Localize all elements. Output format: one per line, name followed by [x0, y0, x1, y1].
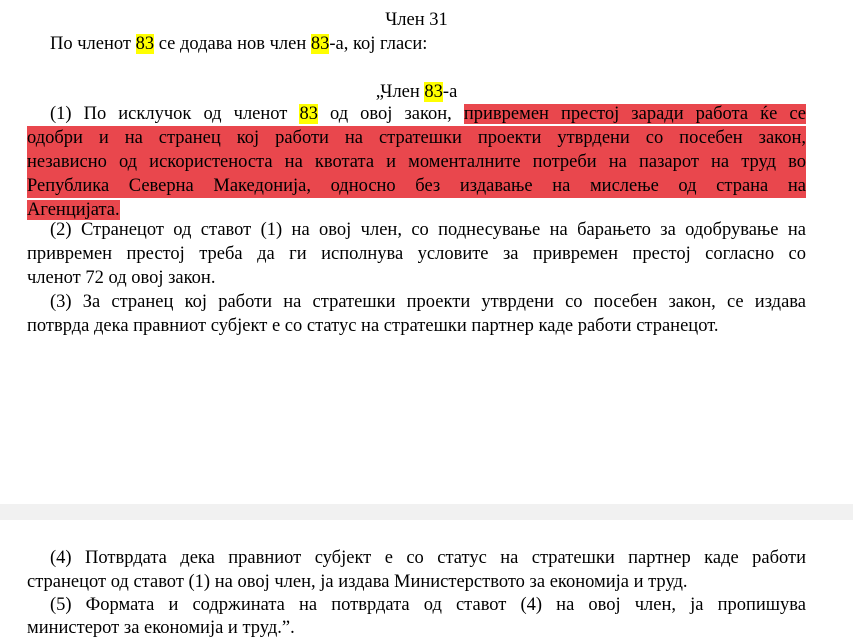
paragraph-5-line-1: (5) Формата и содржината на потврдата од ставот (4) на овој член, ја пропишува [50, 595, 806, 615]
red-highlight: привремен престој заради работа ќе се [463, 104, 806, 124]
paragraph-2-line-3: членот 72 од овој закон. [27, 268, 216, 288]
paragraph-2-line-2: привремен престој треба да ги исполнува условите за привремен престој согласно со [27, 244, 806, 264]
intro-line: По членот 83 се додава нов член 83-а, кој гласи: [50, 34, 428, 54]
paragraph-4-line-2: странецот од ставот (1) на овој член, ја издава Министерството за економија и труд. [27, 572, 688, 592]
paragraph-1-line-4: Република Северна Македонија, односно без издавање на мислење од страна на [27, 176, 806, 196]
paragraph-1-line-2: одобри и на странец кој работи на стратешки проекти утврдени со посебен закон, [27, 128, 806, 148]
red-highlight: Агенцијата. [27, 200, 120, 220]
paragraph-4-line-1: (4) Потврдата дека правниот субјект е со статус на стратешки партнер каде работи [50, 548, 806, 568]
paragraph-2-line-1: (2) Странецот од ставот (1) на овој член, со поднесување на барањето за одобрување на [50, 220, 806, 240]
highlight-number: 83 [299, 104, 318, 124]
paragraph-3-line-2: потврда дека правниот субјект е со статус на стратешки партнер каде работи странецот. [27, 316, 719, 336]
paragraph-1-line-3: независно од искористеноста на квотата и моменталните потреби на пазарот на труд во [27, 152, 806, 172]
highlight-number: 83 [424, 82, 443, 102]
paragraph-3-line-1: (3) За странец кој работи на стратешки проекти утврдени со посебен закон, се издава [50, 292, 806, 312]
document-page-2 [0, 520, 853, 643]
highlight-number: 83 [310, 34, 330, 54]
new-article-heading: „Член 83-а [375, 82, 458, 102]
article-heading: Член 31 [385, 10, 448, 30]
paragraph-1-line-1: (1) По исклучок од членот 83 од овој закон, привремен престој заради работа ќе се [50, 104, 806, 124]
highlight-number: 83 [135, 34, 155, 54]
paragraph-5-line-2: министерот за економија и труд.”. [27, 618, 295, 638]
